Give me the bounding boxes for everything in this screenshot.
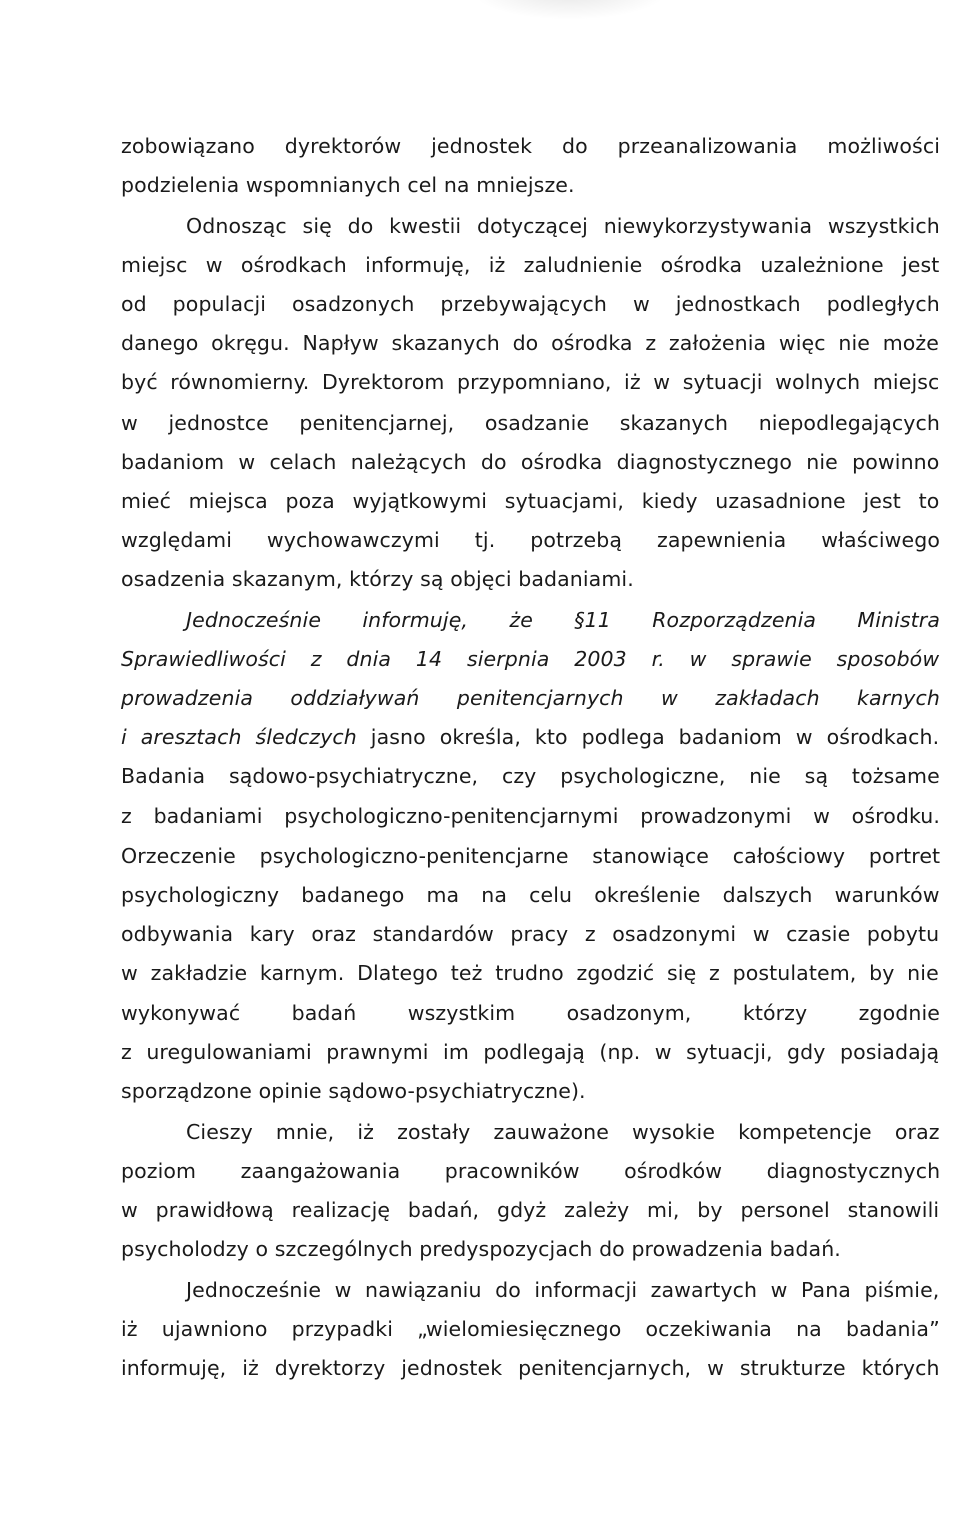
text-line (121, 1355, 941, 1381)
text-line (121, 1236, 941, 1262)
line-text: psycholodzy o szczególnych predyspozycjach do prowadzenia badań. (121, 1237, 841, 1261)
line-text: z uregulowaniami prawnymi im podlegają (np. w sytuacji, gdy posiadają (121, 1040, 940, 1064)
text-line (121, 330, 941, 356)
line-text: Orzeczenie psychologiczno-penitencjarne stanowiące całościowy portret (121, 844, 941, 868)
line-text: prowadzenia oddziaływań penitencjarnych w zakładach karnych (121, 686, 940, 710)
text-line (121, 1039, 941, 1065)
text-line (121, 843, 941, 869)
text-line (121, 685, 941, 711)
text-line (121, 882, 941, 908)
line-text: od populacji osadzonych przebywających w jednostkach podległych (121, 292, 940, 316)
line-text: badaniom w celach należących do ośrodka diagnostycznego nie powinno (121, 450, 940, 474)
line-text: odbywania kary oraz standardów pracy z osadzonymi w czasie pobytu (121, 922, 940, 946)
text-line (121, 291, 941, 317)
line-text: mieć miejsca poza wyjątkowymi sytuacjami, kiedy uzasadnione jest to (121, 489, 940, 513)
line-text: psychologiczny badanego ma na celu określenie dalszych warunków (121, 883, 940, 907)
line-text: sporządzone opinie sądowo-psychiatryczne). (121, 1079, 586, 1103)
text-line (121, 1158, 941, 1184)
line-text: z badaniami psychologiczno-penitencjarnymi prowadzonymi w ośrodku. (121, 804, 940, 828)
line-text: Jednocześnie informuję, że §11 Rozporządzenia Ministra (186, 608, 940, 632)
text-line (121, 921, 941, 947)
line-text: zobowiązano dyrektorów jednostek do przeanalizowania możliwości (121, 134, 940, 158)
text-line (121, 724, 941, 750)
text-line (121, 1078, 941, 1104)
text-line (121, 252, 941, 278)
text-line (121, 960, 941, 986)
text-line (121, 1197, 941, 1223)
line-text: w prawidłową realizację badań, gdyż zależy mi, by personel stanowili (121, 1198, 940, 1222)
line-text: poziom zaangażowania pracowników ośrodków diagnostycznych (121, 1159, 941, 1183)
paragraph-first-line (186, 213, 941, 239)
line-text: w zakładzie karnym. Dlatego też trudno zgodzić się z postulatem, by nie (121, 961, 939, 985)
line-text: względami wychowawczymi tj. potrzebą zapewnienia właściwego (121, 528, 940, 552)
text-line (121, 566, 941, 592)
text-line (121, 133, 941, 159)
text-line (121, 803, 941, 829)
scan-shadow (470, 0, 670, 20)
line-text: w jednostce penitencjarnej, osadzanie skazanych niepodlegających (121, 411, 940, 435)
line-text: informuję, iż dyrektorzy jednostek penitencjarnych, w strukturze których (121, 1356, 940, 1380)
line-text: Sprawiedliwości z dnia 14 sierpnia 2003 r. w sprawie sposobów (121, 647, 940, 671)
text-line (121, 488, 941, 514)
paragraph-first-line (186, 1119, 941, 1145)
text-line (121, 763, 941, 789)
line-text: iż ujawniono przypadki „wielomiesięcznego oczekiwania na badania” (121, 1317, 940, 1341)
text-line (121, 1000, 941, 1026)
line-text: Jednocześnie w nawiązaniu do informacji zawartych w Pana piśmie, (186, 1278, 940, 1302)
text-line (121, 646, 941, 672)
text-line (121, 449, 941, 475)
line-text: być równomierny. Dyrektorom przypomniano, iż w sytuacji wolnych miejsc (121, 370, 940, 394)
paragraph-first-line (186, 1277, 941, 1303)
line-text: Cieszy mnie, iż zostały zauważone wysokie kompetencje oraz (186, 1120, 940, 1144)
line-text: osadzenia skazanym, którzy są objęci badaniami. (121, 567, 634, 591)
line-text: Odnosząc się do kwestii dotyczącej niewykorzystywania wszystkich (186, 214, 940, 238)
line-text: wykonywać badań wszystkim osadzonym, którzy zgodnie (121, 1001, 940, 1025)
text-line (121, 172, 941, 198)
line-text: podzielenia wspomnianych cel na mniejsze. (121, 173, 575, 197)
line-text: danego okręgu. Napływ skazanych do ośrodka z założenia więc nie może (121, 331, 939, 355)
line-text: miejsc w ośrodkach informuję, iż zaludnienie ośrodka uzależnione jest (121, 253, 940, 277)
text-line (121, 527, 941, 553)
line-text-italic: i aresztach śledczych (121, 725, 357, 749)
line-text: Badania sądowo-psychiatryczne, czy psychologiczne, nie są tożsame (121, 764, 940, 788)
text-line (121, 369, 941, 395)
line-text: jasno określa, kto podlega badaniom w ośrodkach. (356, 725, 940, 749)
text-line (121, 410, 941, 436)
paragraph-first-line (186, 607, 941, 633)
text-line (121, 1316, 941, 1342)
